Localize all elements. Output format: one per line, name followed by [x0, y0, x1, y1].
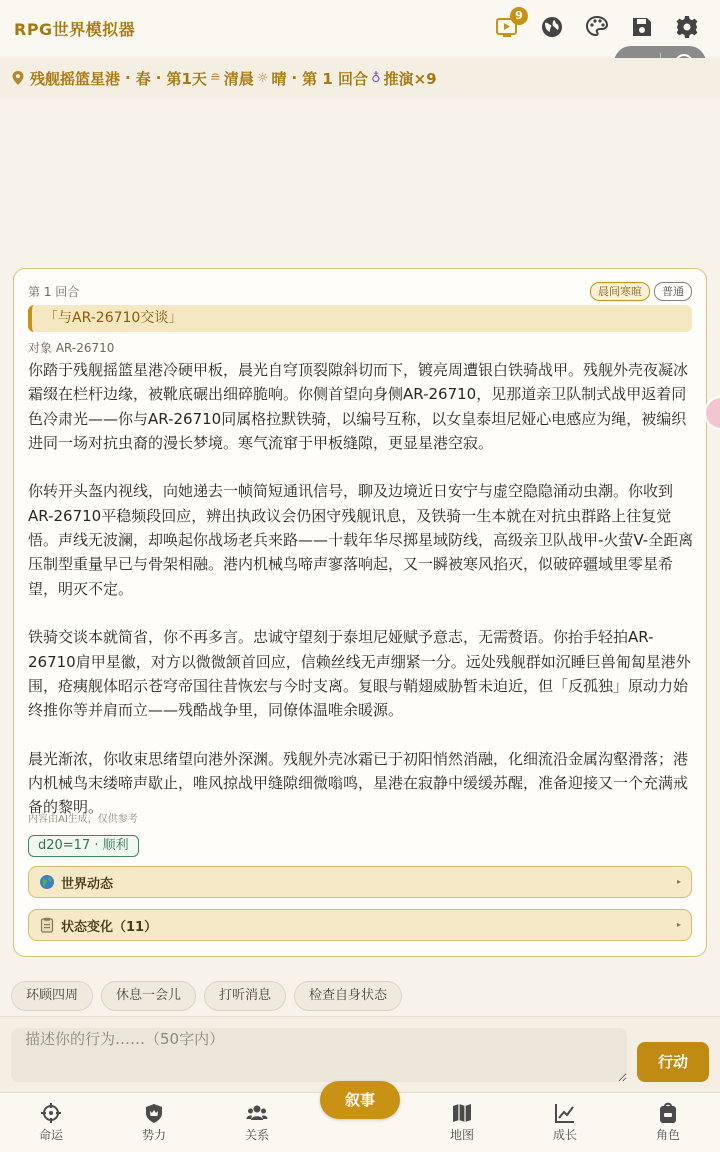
- difficulty-tag: 普通: [654, 282, 692, 301]
- world-events-toggle[interactable]: [28, 866, 692, 898]
- nav-label: 成长: [552, 1128, 577, 1142]
- narrative-paragraph: 晨光渐浓，你收束思绪望向港外深渊。残舰外壳冰霜已于初阳悄然消融，化细流沿金属沟壑滑落；港内机械鸟末缕啼声歇止，唯风掠战甲缝隙细微嗡鸣，星港在寂静中缓缓苏醒，准备迎接又一个充满戒备的黎明。: [28, 749, 689, 817]
- narrative-text: [28, 358, 694, 820]
- narrative-card: [13, 268, 707, 957]
- expand-chevron-icon: ▸: [676, 877, 681, 886]
- nav-label: 势力: [141, 1128, 166, 1142]
- palette-icon[interactable]: [582, 12, 612, 42]
- season: 春: [135, 69, 151, 88]
- app-title: RPG世界模拟器: [14, 19, 136, 39]
- interaction-target: 对象 AR-26710: [28, 341, 115, 355]
- state-changes-toggle[interactable]: [28, 909, 692, 941]
- shield-crown-icon: [143, 1102, 165, 1124]
- state-changes-label: 状态变化（11）: [61, 919, 158, 935]
- narrative-tab-button[interactable]: 叙事: [320, 1081, 400, 1119]
- world-events-label: 世界动态: [61, 876, 114, 892]
- sunrise-icon: ≘: [209, 70, 221, 86]
- scene-tag: 晨间寒暄: [590, 282, 650, 301]
- sun-icon: ☼: [256, 70, 269, 86]
- action-input[interactable]: [11, 1028, 627, 1082]
- ai-disclaimer: 内容由AI生成，仅供参考: [28, 814, 138, 825]
- nav-item-character[interactable]: [638, 1102, 698, 1143]
- separator: ·: [291, 69, 298, 87]
- round-counter: 第 1 回合: [302, 69, 369, 88]
- weather: 晴: [271, 69, 287, 88]
- location-pin-icon: [12, 71, 24, 85]
- nav-item-relations[interactable]: [227, 1102, 287, 1143]
- quick-action-chip[interactable]: 环顾四周: [11, 981, 93, 1011]
- nav-label: 命运: [38, 1128, 63, 1142]
- people-icon: [246, 1102, 268, 1124]
- narrative-paragraph: 你转开头盔内视线，向她递去一帧简短通讯信号，聊及边境近日安宁与虚空隐隐涌动虫潮。你收到AR-26710平稳频段回应，辨出执政议会仍困守残舰讯息，及铁骑一生本就在对抗虫群路上往复觉悟。声线无波澜，却唤起你战场老兵来路——十载年华尽掷星域防线，高级亲卫队战甲-火萤V-全距离压制型重量早已与骨架相融。港内机械鸟啼声寥落响起，又一瞬被寒风掐灭，似破碎疆域里零星希望，明灭不定。: [28, 482, 694, 598]
- location-name: 残舰摇篮星港: [30, 69, 121, 88]
- nav-label: 地图: [449, 1128, 474, 1142]
- quick-actions: [11, 981, 402, 1011]
- earth-icon: [39, 874, 55, 890]
- status-line: [0, 58, 720, 98]
- narrative-paragraph: 你踏于残舰摇篮星港冷硬甲板，晨光自穹顶裂隙斜切而下，镀亮周遭银白铁骑战甲。残舰外壳夜凝冰霜缀在栏杆边缘，被靴底碾出细碎脆响。你侧首望向身侧AR-26710，见那道亲卫队制式战甲返着同色冷肃光——你与AR-26710同属格拉默铁骑，以编号互称，以女皇泰坦尼娅心电感应为绳，被编织进同一场对抗虫裔的漫长梦境。寒气流窜于甲板缝隙，更显星港空寂。: [28, 361, 689, 452]
- expand-chevron-icon: ▸: [676, 920, 681, 929]
- quick-action-chip[interactable]: 休息一会儿: [101, 981, 196, 1011]
- player-action: 「与AR-26710交谈」: [28, 305, 692, 332]
- nav-item-faction[interactable]: [124, 1102, 184, 1143]
- clipboard-icon: [39, 917, 55, 933]
- dice-result-badge: d20=17 · 顺利: [28, 835, 139, 857]
- narrative-paragraph: 铁骑交谈本就简省，你不再多言。忠诚守望刻于泰坦尼娅赋予意志，无需赘语。你抬手轻拍AR-26710肩甲星徽，对方以微微颔首回应，信赖丝线无声绷紧一分。远处残舰群如沉睡巨兽匍匐星港外围，疮痍舰体昭示苍穹帝国往昔恢宏与今时支离。复眼与鞘翅威胁暂未迫近，但「反孤独」原动力始终推你等并肩而立——残酷战争里，同僚体温唯余暖源。: [28, 628, 691, 720]
- separator: ·: [155, 69, 162, 87]
- scene-tags: [590, 282, 692, 301]
- quick-action-chip[interactable]: 检查自身状态: [294, 981, 402, 1011]
- top-toolbar: [492, 9, 702, 42]
- map-icon: [451, 1102, 473, 1124]
- globe-icon[interactable]: [537, 12, 567, 42]
- nav-item-map[interactable]: [432, 1102, 492, 1143]
- quick-action-chip[interactable]: 打听消息: [204, 981, 286, 1011]
- backpack-icon: [657, 1102, 679, 1124]
- video-play-icon[interactable]: [492, 9, 523, 42]
- chart-icon: [554, 1102, 576, 1124]
- plot-counter: 推演×9: [383, 69, 437, 88]
- save-icon[interactable]: [627, 12, 657, 42]
- theater-mask-icon: ♁: [371, 70, 381, 86]
- settings-icon[interactable]: [672, 12, 702, 42]
- nav-label: 角色: [655, 1128, 680, 1142]
- submit-action-button[interactable]: 行动: [637, 1042, 709, 1082]
- notification-badge: 9: [510, 7, 528, 25]
- round-label: 第 1 回合: [28, 285, 80, 299]
- nav-item-growth[interactable]: [535, 1102, 595, 1143]
- nav-item-fate[interactable]: [21, 1102, 81, 1143]
- day-counter: 第1天: [166, 69, 207, 88]
- nav-label: 关系: [244, 1128, 269, 1142]
- crosshair-icon: [40, 1102, 62, 1124]
- time-of-day: 清晨: [223, 69, 254, 88]
- separator: ·: [125, 69, 131, 87]
- top-bar: [0, 0, 720, 56]
